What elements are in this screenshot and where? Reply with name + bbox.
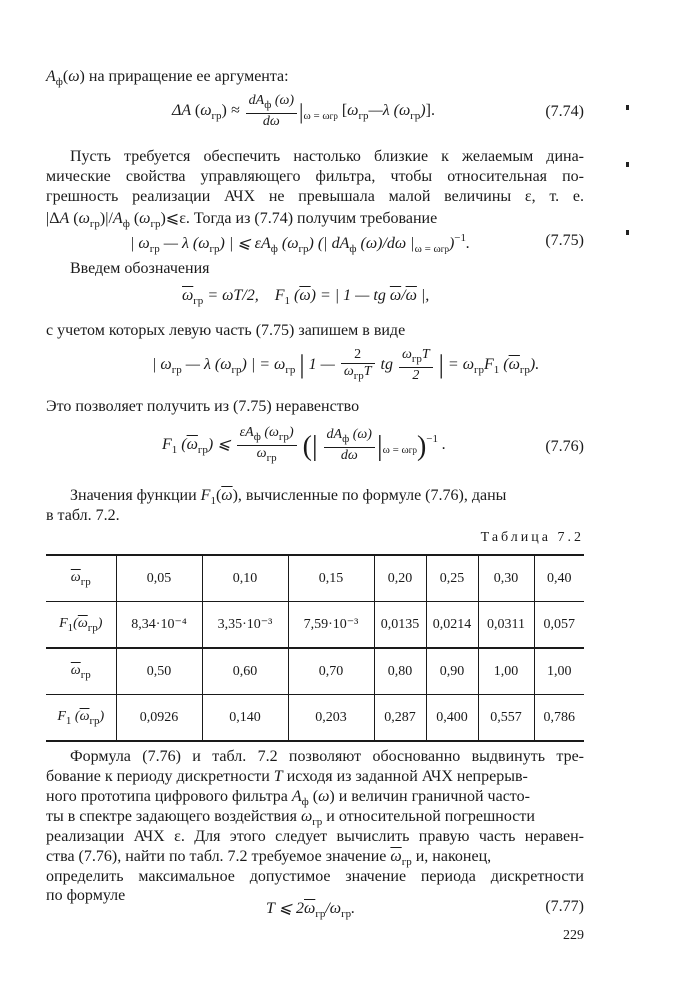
table-cell: 0,786 xyxy=(534,695,584,742)
margin-mark xyxy=(626,230,629,235)
table-cell: 0,057 xyxy=(534,602,584,649)
table-cell: 0,557 xyxy=(478,695,534,742)
table-caption: Таблица 7.2 xyxy=(480,530,584,545)
expanded-equation: | $\omega_{гр}$ — λ $(\omega_{гр})$ | = $\omega_{гр}$ | 1 — $\frac{2}{\omega_{гр}T}$ tg $\frac{\omega_{гр}T}{2}$ | = $\omega_{гр}F_1$ $(\overline{\omega}_{гр})$. xyxy=(152,347,540,383)
row-header-f1: $F_1$ $(\overline{\omega}_{гр})$ xyxy=(46,695,116,742)
table-cell: 0,60 xyxy=(202,648,288,695)
paragraph-4-line-8: по формуле xyxy=(46,887,126,904)
table-cell: 0,400 xyxy=(426,695,478,742)
paragraph-2-line-1: Пусть требуется обеспечить настолько близкие к желаемым дина- xyxy=(70,148,584,165)
table-cell: 8,34·10⁻⁴ xyxy=(116,602,202,649)
table-cell: 3,35·10⁻³ xyxy=(202,602,288,649)
table-cell: 0,203 xyxy=(288,695,374,742)
table-row xyxy=(46,648,584,695)
paragraph-3-line-2: в табл. 7.2. xyxy=(46,507,120,524)
paragraph-4-line-2: бование к периоду дискретности T исходя из заданной АЧХ непрерыв- xyxy=(46,768,528,785)
page-number: 229 xyxy=(563,928,584,943)
table-cell: 0,05 xyxy=(116,555,202,602)
equation-7-75: | $\omega_{гр}$ — λ $(\omega_{гр})$ | ⩽ $\varepsilon A_ф$ $(\omega_{гр})$ (| $dA_ф$ (ω)/dω $|_{\omega = \omega гр})^{-1}$. xyxy=(130,232,471,255)
table-cell: 1,00 xyxy=(478,648,534,695)
table-row xyxy=(46,695,584,742)
row-header-f1: $F_1(\overline{\omega}_{гр})$ xyxy=(46,602,116,649)
paragraph-4-line-6: ства (7.76), найти по табл. 7.2 требуемое значение $\overline{\omega}_{гр}$ и, наконец, xyxy=(46,848,492,868)
table-cell: 1,00 xyxy=(534,648,584,695)
margin-mark xyxy=(626,105,629,110)
line-after-notation: с учетом которых левую часть (7.75) запишем в виде xyxy=(46,322,406,339)
table-cell: 0,10 xyxy=(202,555,288,602)
table-cell: 0,0926 xyxy=(116,695,202,742)
table-cell: 0,70 xyxy=(288,648,374,695)
equation-7-74: ΔA $(\omega_{гр})$ ≈ $\frac{dA_ф (\omega)}{d\omega}$ $|_{\omega = \omega гр}$ [$\omega_{гр}—\lambda$ $(\omega_{гр})$]. xyxy=(172,93,435,129)
equation-number-7-77: (7.77) xyxy=(545,898,584,915)
table-7-2 xyxy=(46,554,584,742)
margin-mark xyxy=(626,162,629,167)
table-cell: 0,287 xyxy=(374,695,426,742)
paragraph-4-line-7: определить максимальное допустимое значение периода дискретности xyxy=(46,868,584,885)
row-header-omega: $\overline{\omega}_{гр}$ xyxy=(46,648,116,695)
table-cell: 0,30 xyxy=(478,555,534,602)
paragraph-1-line-1: $A_ф(\omega)$ на приращение ее аргумента: xyxy=(46,68,289,88)
table-cell: 0,0214 xyxy=(426,602,478,649)
table-row xyxy=(46,602,584,649)
table-row xyxy=(46,555,584,602)
paragraph-2-line-4: |ΔA $(\omega_{гр})|/A_ф$ $(\omega_{гр})⩽\varepsilon$. Тогда из (7.74) получим требование xyxy=(46,210,438,230)
table-cell: 0,0135 xyxy=(374,602,426,649)
table-cell: 0,40 xyxy=(534,555,584,602)
paragraph-4-line-1: Формула (7.76) и табл. 7.2 позволяют обоснованно выдвинуть тре- xyxy=(70,748,584,765)
paragraph-2-line-2: мические свойства управляющего фильтра, чтобы относительная по- xyxy=(46,168,584,185)
equation-7-77: T ⩽ $2\overline{\omega}_{гр}/\omega_{гр}$. xyxy=(266,900,356,920)
equation-7-76: $F_1$ $(\overline{\omega}_{гр})$ ⩽ $\frac{\varepsilon A_ф (\omega_{гр})}{\omega_{гр}}$ (| $\frac{dA_ф (\omega)}{d\omega}$ $|_{\omega = \omega гр})^{-1}$ . xyxy=(162,425,447,464)
equation-number-7-74: (7.74) xyxy=(545,103,584,120)
row-header-omega: $\overline{\omega}_{гр}$ xyxy=(46,555,116,602)
line-before-776: Это позволяет получить из (7.75) неравенство xyxy=(46,398,360,415)
equation-number-7-75: (7.75) xyxy=(545,232,584,249)
table-cell: 0,15 xyxy=(288,555,374,602)
paragraph-4-line-5: реализации АЧХ ε. Для этого следует вычислить правую часть неравен- xyxy=(46,828,584,845)
paragraph-2-line-3: грешность реализации АЧХ не превышала малой величины ε, т. е. xyxy=(46,188,584,205)
table-cell: 7,59·10⁻³ xyxy=(288,602,374,649)
table-cell: 0,50 xyxy=(116,648,202,695)
equation-number-7-76: (7.76) xyxy=(545,438,584,455)
notation-equation: $\overline{\omega}_{гр} = \omega T/2$, $F_1$ $(\overline{\omega})$ = | 1 — tg $\overline{\omega}/\overline{\omega}$ |, xyxy=(182,287,430,307)
intro-notation: Введем обозначения xyxy=(70,260,210,277)
paragraph-4-line-4: ты в спектре задающего воздействия $\omega_{гр}$ и относительной погрешности xyxy=(46,808,535,828)
table-cell: 0,90 xyxy=(426,648,478,695)
paragraph-4-line-3: ного прототипа цифрового фильтра $A_ф$ (ω) и величин граничной часто- xyxy=(46,788,530,808)
table-cell: 0,0311 xyxy=(478,602,534,649)
table-cell: 0,25 xyxy=(426,555,478,602)
table-cell: 0,80 xyxy=(374,648,426,695)
table-cell: 0,140 xyxy=(202,695,288,742)
table-cell: 0,20 xyxy=(374,555,426,602)
paragraph-3-line-1: Значения функции $F_1(\overline{\omega})$, вычисленные по формуле (7.76), даны xyxy=(70,487,507,507)
